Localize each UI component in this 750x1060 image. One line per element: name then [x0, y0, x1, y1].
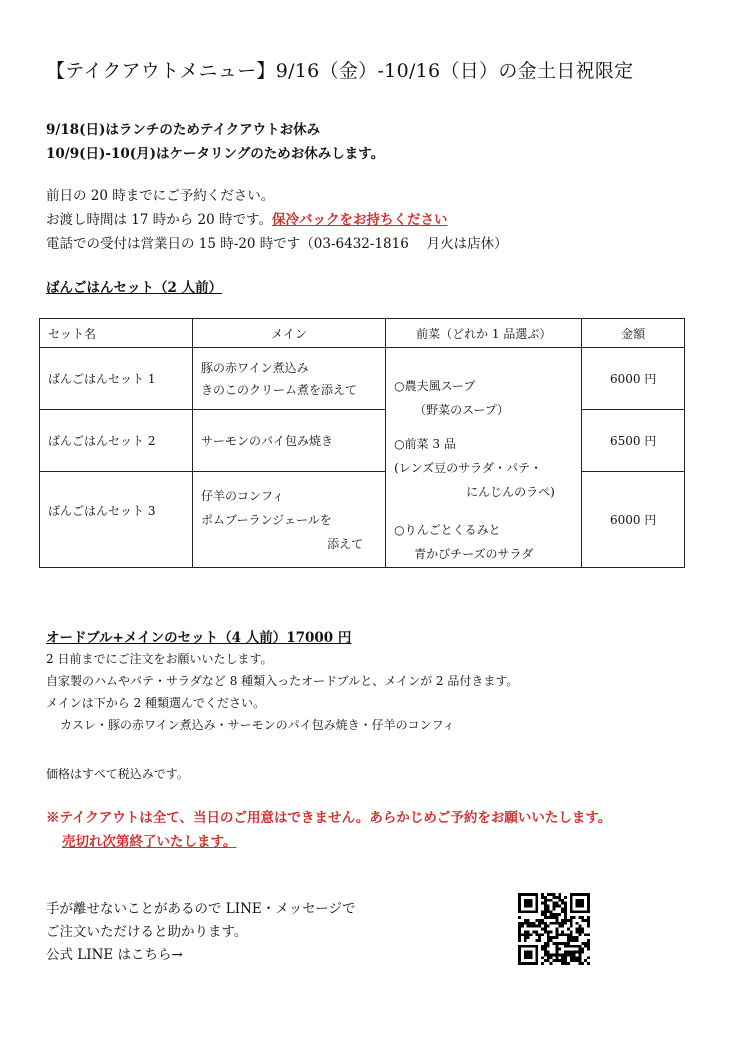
closure-notice-2: 10/9(日)-10(月)はケータリングのためお休みします。 [46, 146, 385, 162]
main-dish-line: サーモンのパイ包み焼き [200, 434, 333, 448]
qr-code-icon[interactable] [518, 893, 590, 965]
hors-line-2: 自家製のハムやパテ・サラダなど 8 種類入ったオードブルと、メインが 2 品付きます。 [46, 674, 519, 688]
starter-detail: 青かびチーズのサラダ [414, 547, 534, 561]
set-price: 6000 円 [582, 348, 685, 410]
set-name: ばんごはんセット 1 [40, 348, 193, 410]
main-dish-line: 豚の赤ワイン煮込み [200, 360, 309, 375]
hors-main-options: カスレ・豚の赤ワイン煮込み・サーモンのパイ包み焼き・仔羊のコンフィ [60, 718, 455, 732]
line-contact-1: 手が離せないことがあるので LINE・メッセージで [46, 901, 356, 917]
sold-out-warning: 売切れ次第終了いたします。 [62, 834, 237, 850]
closure-notice-1: 9/18(日)はランチのためテイクアウトお休み [46, 122, 321, 138]
table-row [40, 410, 685, 472]
set-price: 6500 円 [582, 410, 685, 472]
starter-detail: （野菜のスープ） [414, 403, 510, 417]
reservation-note: 前日の 20 時までにご予約ください。 [46, 188, 275, 204]
set-name: ばんごはんセット 2 [40, 410, 193, 472]
line-contact-3: 公式 LINE はこちら→ [46, 947, 183, 963]
pickup-time-line [46, 208, 447, 228]
col-header-price: 金額 [582, 319, 685, 348]
starter-option: ○前菜 3 品 [394, 437, 456, 451]
col-header-set-name: セット名 [40, 319, 193, 348]
table-row [40, 472, 685, 568]
cool-bag-note: 保冷バックをお持ちください [271, 212, 448, 228]
dinner-set-heading: ばんごはんセット（2 人前） [46, 280, 223, 296]
main-dish-line: ポムブーランジェールを [200, 512, 332, 527]
same-day-warning: ※テイクアウトは全て、当日のご用意はできません。あらかじめご予約をお願いいたします。 [46, 810, 612, 826]
table-row [40, 348, 685, 410]
col-header-main: メイン [192, 319, 385, 348]
set-name: ばんごはんセット 3 [40, 472, 193, 568]
hors-line-1: 2 日前までにご注文をお願いいたします。 [46, 652, 273, 666]
main-dish [192, 348, 385, 410]
starter-option: ○りんごとくるみと [394, 523, 501, 537]
starter-options [386, 348, 582, 568]
main-dish-line: きのこのクリーム煮を添えて [200, 382, 357, 397]
pickup-time: お渡し時間は 17 時から 20 時です。 [46, 212, 272, 228]
dinner-set-table [39, 318, 685, 568]
starter-option: ○農夫風スープ [394, 379, 476, 393]
main-dish [192, 472, 385, 568]
line-contact-2: ご注文いただけると助かります。 [46, 924, 248, 940]
hors-line-3: メインは下から 2 種類選んでください。 [46, 696, 266, 710]
main-dish-line: 添えて [327, 536, 364, 551]
table-header-row [40, 319, 685, 348]
hors-doeuvre-set-heading: オードブル+メインのセット（4 人前）17000 円 [46, 630, 352, 646]
starter-detail: にんじんのラペ) [466, 485, 555, 499]
set-price: 6000 円 [582, 472, 685, 568]
main-dish [192, 410, 385, 472]
tax-note: 価格はすべて税込みです。 [46, 767, 189, 781]
col-header-starter: 前菜（どれか 1 品選ぶ） [386, 319, 582, 348]
starter-detail: (レンズ豆のサラダ・パテ・ [394, 461, 543, 475]
page-title: 【テイクアウトメニュー】9/16（金）-10/16（日）の金土日祝限定 [46, 60, 634, 82]
main-dish-line: 仔羊のコンフィ [200, 488, 284, 503]
phone-info: 電話での受付は営業日の 15 時-20 時です（03-6432-1816 月火は店休） [46, 236, 508, 252]
